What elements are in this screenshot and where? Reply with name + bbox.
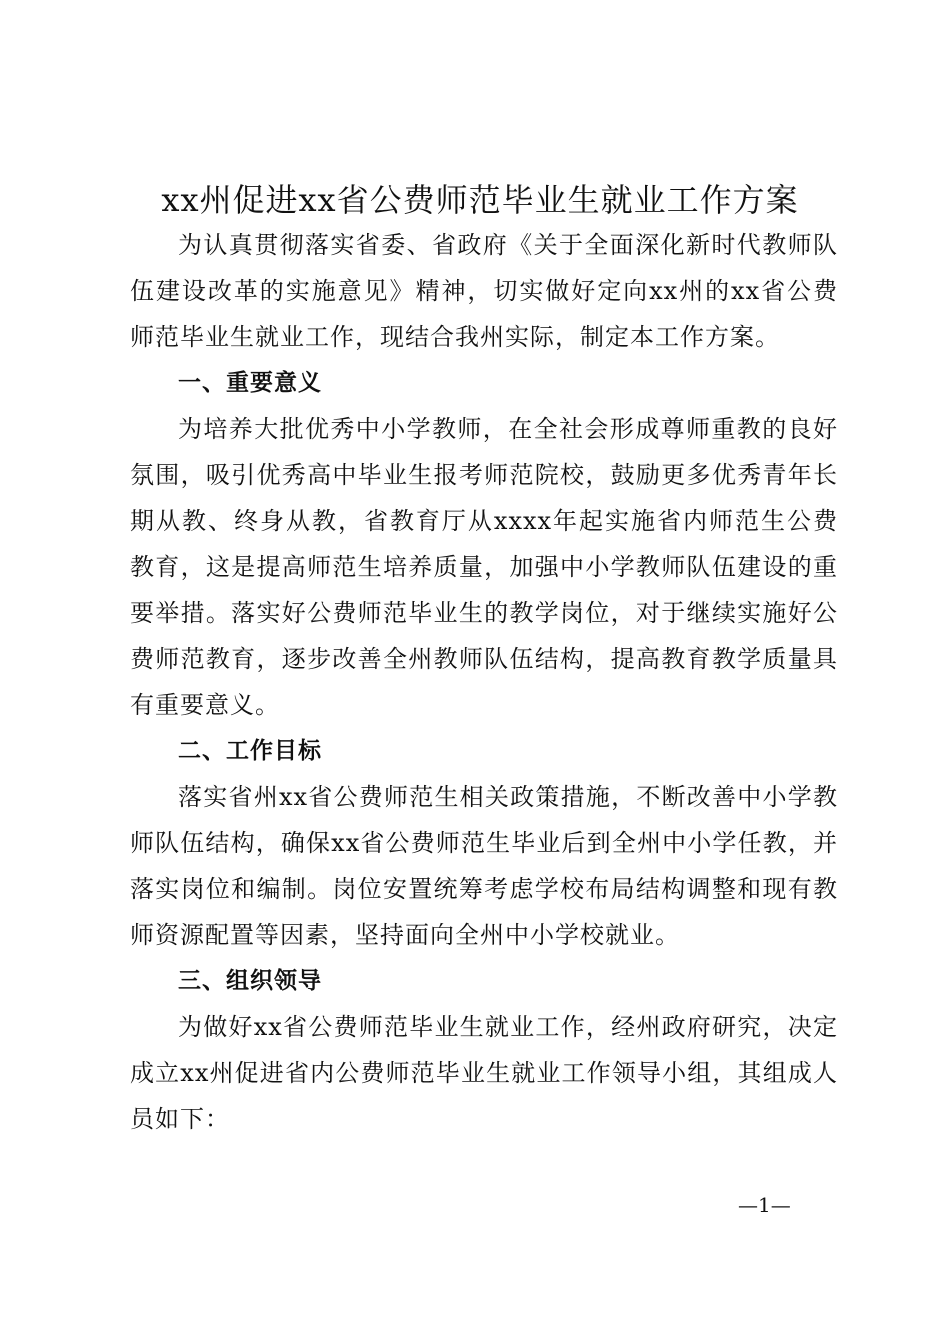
page-number: —1— <box>738 1193 791 1217</box>
section-paragraph-leadership: 为做好xx省公费师范毕业生就业工作，经州政府研究，决定成立xx州促进省内公费师范毕业生就业工作领导小组，其组成人员如下： <box>130 1013 838 1133</box>
intro-paragraph: 为认真贯彻落实省委、省政府《关于全面深化新时代教师队伍建设改革的实施意见》精神，切实做好定向xx州的xx省公费师范毕业生就业工作，现结合我州实际，制定本工作方案。 <box>130 231 838 351</box>
section-heading-goals: 二、工作目标 <box>178 738 322 764</box>
section-paragraph-goals: 落实省州xx省公费师范生相关政策措施，不断改善中小学教师队伍结构，确保xx省公费师范生毕业后到全州中小学任教，并落实岗位和编制。岗位安置统筹考虑学校布局结构调整和现有教师资源配置等因素，坚持面向全州中小学校就业。 <box>130 783 838 949</box>
section-heading-significance: 一、重要意义 <box>178 370 322 396</box>
section-paragraph-significance: 为培养大批优秀中小学教师，在全社会形成尊师重教的良好氛围，吸引优秀高中毕业生报考师范院校，鼓励更多优秀青年长期从教、终身从教，省教育厅从xxxx年起实施省内师范生公费教育，这是提高师范生培养质量，加强中小学教师队伍建设的重要举措。落实好公费师范毕业生的教学岗位，对于继续实施好公费师范教育，逐步改善全州教师队伍结构，提高教育教学质量具有重要意义。 <box>130 415 838 719</box>
section-heading-leadership: 三、组织领导 <box>178 968 322 994</box>
document-title: xx州促进xx省公费师范毕业生就业工作方案 <box>161 181 799 219</box>
document-body <box>130 222 838 1142</box>
